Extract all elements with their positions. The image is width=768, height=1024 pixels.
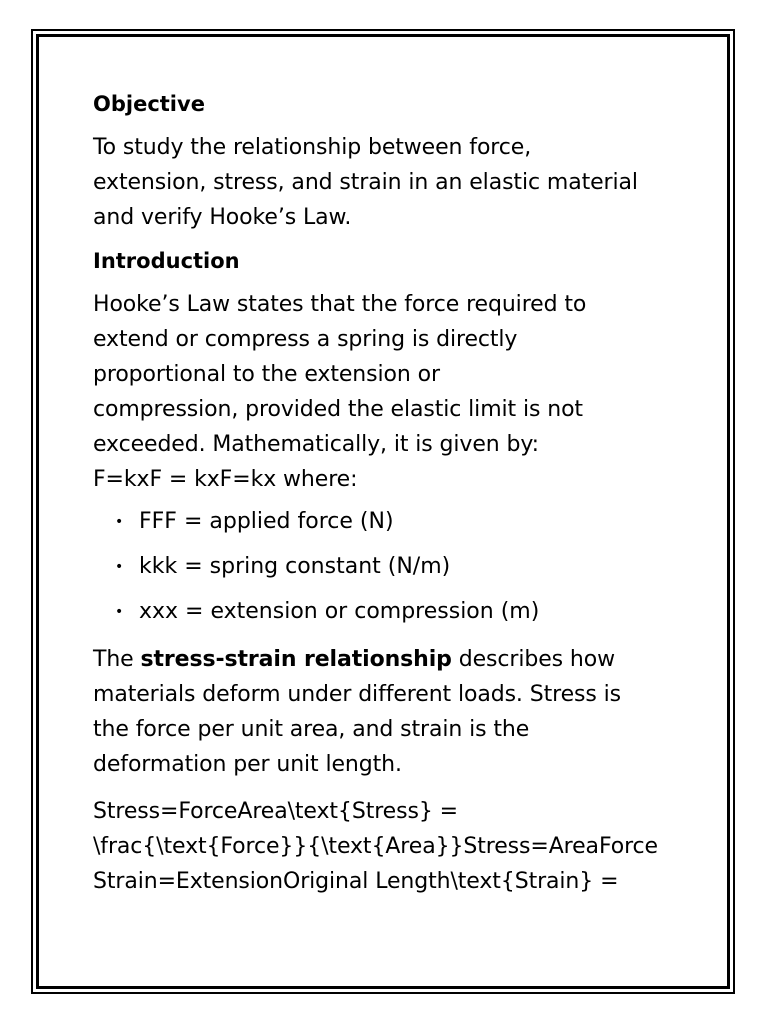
introduction-line: Hooke’s Law states that the force required to bbox=[93, 292, 587, 317]
list-item bbox=[93, 552, 693, 582]
list-item bbox=[93, 507, 693, 537]
introduction-paragraph bbox=[93, 287, 693, 497]
introduction-heading: Introduction bbox=[93, 249, 240, 273]
objective-line: To study the relationship between force, bbox=[93, 135, 532, 160]
objective-heading: Objective bbox=[93, 92, 205, 116]
definition-text: xxx = extension or compression (m) bbox=[139, 599, 540, 624]
stress-strain-paragraph bbox=[93, 642, 693, 782]
objective-line: extension, stress, and strain in an elastic material bbox=[93, 170, 638, 195]
stress-strain-formulas bbox=[93, 794, 693, 899]
stress-strain-line bbox=[93, 642, 693, 677]
formula-line: \frac{\text{Force}}{\text{Area}}Stress=AreaForce bbox=[93, 834, 658, 859]
document-content bbox=[93, 92, 693, 899]
stress-strain-line: materials deform under different loads. Stress is bbox=[93, 682, 621, 707]
stress-strain-bold-term: stress-strain relationship bbox=[140, 647, 452, 672]
list-item bbox=[93, 597, 693, 627]
variable-definitions-list bbox=[93, 507, 693, 627]
introduction-line: exceeded. Mathematically, it is given by: bbox=[93, 432, 539, 457]
objective-line: and verify Hooke’s Law. bbox=[93, 205, 352, 230]
introduction-line: compression, provided the elastic limit is not bbox=[93, 397, 583, 422]
introduction-line: proportional to the extension or bbox=[93, 362, 440, 387]
hookes-law-formula: F=kxF = kxF=kx where: bbox=[93, 467, 358, 492]
stress-strain-rest: describes how bbox=[451, 647, 615, 672]
formula-line: Stress=ForceArea\text{Stress} = bbox=[93, 799, 458, 824]
formula-line: Strain=ExtensionOriginal Length\text{Strain} = bbox=[93, 869, 619, 894]
objective-paragraph bbox=[93, 130, 693, 235]
definition-text: kkk = spring constant (N/m) bbox=[139, 554, 451, 579]
stress-strain-line: deformation per unit length. bbox=[93, 752, 402, 777]
stress-strain-lead: The bbox=[93, 647, 141, 672]
definition-text: FFF = applied force (N) bbox=[139, 509, 394, 534]
introduction-line: extend or compress a spring is directly bbox=[93, 327, 518, 352]
stress-strain-line: the force per unit area, and strain is the bbox=[93, 717, 530, 742]
bullet-icon: • bbox=[115, 514, 124, 530]
bullet-icon: • bbox=[115, 604, 124, 620]
bullet-icon: • bbox=[115, 559, 124, 575]
